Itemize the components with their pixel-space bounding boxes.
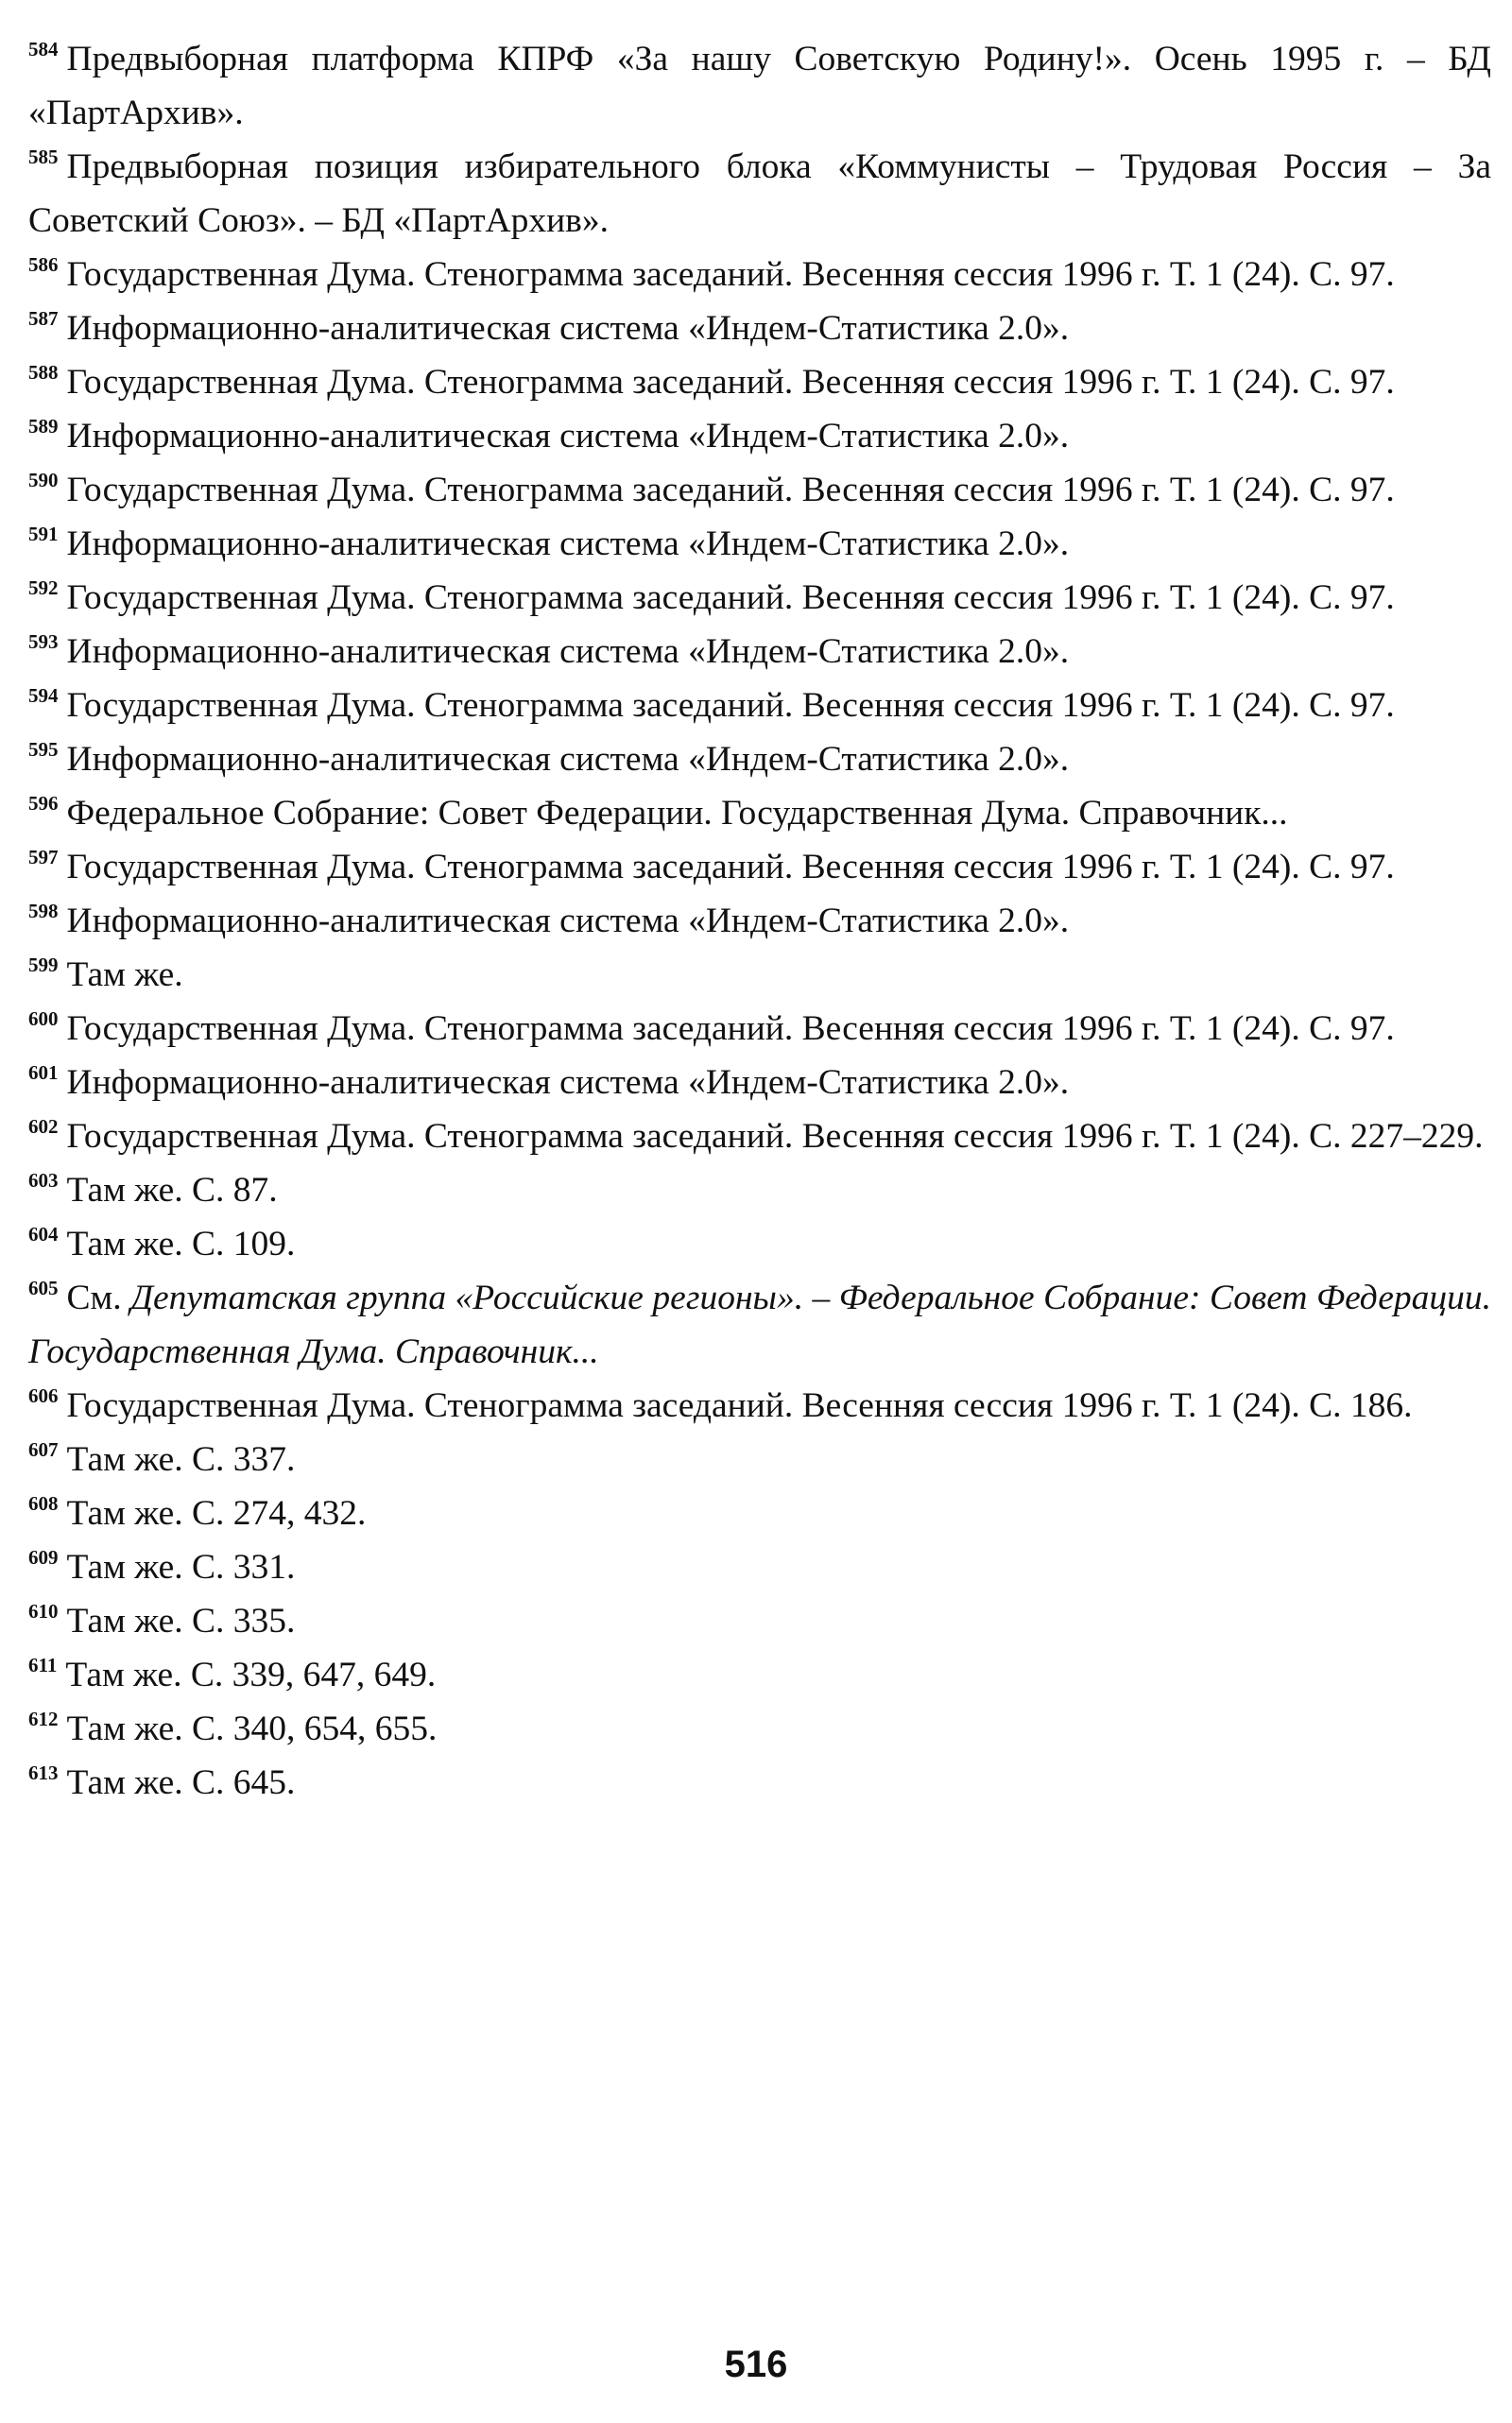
footnote: [28, 1271, 1491, 1379]
footnote-text: Информационно-аналитическая система «Индем-Статистика 2.0».: [66, 417, 1070, 455]
footnote-number: 591: [28, 523, 59, 545]
footnote-number: 589: [28, 415, 59, 438]
footnote-text: Там же. С. 335.: [66, 1602, 296, 1641]
footnote-number: 608: [28, 1492, 59, 1515]
footnote-number: 597: [28, 846, 59, 868]
footnote: [28, 840, 1491, 894]
footnotes-list: [28, 32, 1491, 1810]
footnote: [28, 1486, 1491, 1540]
footnote-number: 612: [28, 1708, 59, 1730]
footnote-number: 603: [28, 1169, 59, 1192]
footnote-text: Федеральное Собрание: Совет Федерации. Государственная Дума. Справочник...: [66, 794, 1288, 833]
footnote: [28, 517, 1491, 571]
footnote-text: Там же. С. 337.: [66, 1440, 296, 1479]
footnote-text: Там же.: [66, 955, 183, 994]
footnote: [28, 1109, 1491, 1163]
footnote-number: 611: [28, 1654, 58, 1676]
footnote-number: 593: [28, 630, 59, 653]
footnote-italic-text: Депутатская группа «Российские регионы». – Федеральное Собрание: Совет Федерации. Государственная Дума. Справочник...: [28, 1279, 1492, 1371]
footnote-text: Государственная Дума. Стенограмма заседаний. Весенняя сессия 1996 г. Т. 1 (24). С. 97.: [66, 578, 1395, 617]
footnote-number: 592: [28, 576, 59, 599]
footnote: [28, 1433, 1491, 1486]
footnote: [28, 1163, 1491, 1217]
footnote: [28, 679, 1491, 732]
footnote-text: Государственная Дума. Стенограмма заседаний. Весенняя сессия 1996 г. Т. 1 (24). С. 97.: [66, 363, 1395, 402]
footnote-number: 588: [28, 361, 59, 384]
footnote-text: Государственная Дума. Стенограмма заседаний. Весенняя сессия 1996 г. Т. 1 (24). С. 97.: [66, 471, 1395, 509]
footnote-text: Предвыборная позиция избирательного блока «Коммунисты – Трудовая Россия – За Советский Союз». – БД «ПартАрхив».: [28, 147, 1491, 240]
footnote-text: Информационно-аналитическая система «Индем-Статистика 2.0».: [66, 309, 1070, 348]
footnote-number: 613: [28, 1761, 59, 1784]
footnote-number: 609: [28, 1546, 59, 1569]
page-number: 516: [724, 2344, 788, 2385]
footnote: [28, 786, 1491, 840]
footnote-number: 590: [28, 469, 59, 491]
footnote: [28, 625, 1491, 679]
footnote-number: 595: [28, 738, 59, 761]
footnote: [28, 732, 1491, 786]
footnote: [28, 1702, 1491, 1756]
footnote-number: 610: [28, 1600, 59, 1623]
footnote: [28, 894, 1491, 948]
footnote: [28, 1002, 1491, 1056]
footnote-text: Там же. С. 340, 654, 655.: [66, 1710, 438, 1748]
footnote: [28, 32, 1491, 140]
footnote-text: См.: [66, 1279, 122, 1317]
footnote-number: 604: [28, 1223, 59, 1246]
footnote: [28, 248, 1491, 301]
footnote: [28, 1648, 1491, 1702]
footnote-number: 601: [28, 1061, 59, 1084]
footnote-text: Там же. С. 645.: [66, 1763, 296, 1802]
footnote-text: Там же. С. 339, 647, 649.: [65, 1656, 437, 1694]
footnote-number: 602: [28, 1115, 59, 1138]
footnote-number: 599: [28, 954, 59, 976]
footnote: [28, 463, 1491, 517]
footnote-text: Информационно-аналитическая система «Индем-Статистика 2.0».: [66, 524, 1070, 563]
footnote-number: 584: [28, 38, 59, 60]
footnote-number: 605: [28, 1277, 59, 1299]
footnote-number: 607: [28, 1438, 59, 1461]
footnote: [28, 140, 1491, 248]
footnote-text: Государственная Дума. Стенограмма заседаний. Весенняя сессия 1996 г. Т. 1 (24). С. 186.: [66, 1386, 1413, 1425]
footnote: [28, 948, 1491, 1002]
footnote: [28, 1594, 1491, 1648]
footnote-text: Государственная Дума. Стенограмма заседаний. Весенняя сессия 1996 г. Т. 1 (24). С. 97.: [66, 686, 1395, 725]
footnote: [28, 571, 1491, 625]
footnote-text: Информационно-аналитическая система «Индем-Статистика 2.0».: [66, 1063, 1070, 1102]
footnote-text: Там же. С. 87.: [66, 1171, 278, 1210]
footnote: [28, 1379, 1491, 1433]
footnote-number: 585: [28, 146, 59, 168]
footnote-text: Государственная Дума. Стенограмма заседаний. Весенняя сессия 1996 г. Т. 1 (24). С. 97.: [66, 1009, 1395, 1048]
footnote-number: 596: [28, 792, 59, 815]
footnote: [28, 355, 1491, 409]
footnote-text: Информационно-аналитическая система «Индем-Статистика 2.0».: [66, 902, 1070, 940]
footnote-text: Предвыборная платформа КПРФ «За нашу Советскую Родину!». Осень 1995 г. – БД «ПартАрхив».: [28, 40, 1491, 132]
footnote-text: Там же. С. 109.: [66, 1225, 296, 1263]
footnote: [28, 1756, 1491, 1810]
footnote-number: 594: [28, 684, 59, 707]
footnote-number: 586: [28, 253, 59, 276]
footnote: [28, 409, 1491, 463]
footnote-number: 606: [28, 1384, 59, 1407]
footnote-text: Информационно-аналитическая система «Индем-Статистика 2.0».: [66, 632, 1070, 671]
footnote-text: Государственная Дума. Стенограмма заседаний. Весенняя сессия 1996 г. Т. 1 (24). С. 97.: [66, 848, 1395, 886]
footnote-number: 600: [28, 1007, 59, 1030]
footnote-text: Государственная Дума. Стенограмма заседаний. Весенняя сессия 1996 г. Т. 1 (24). С. 227–229.: [66, 1117, 1484, 1156]
footnote: [28, 301, 1491, 355]
footnote: [28, 1056, 1491, 1109]
footnote: [28, 1217, 1491, 1271]
footnote-number: 587: [28, 307, 59, 330]
footnote-text: Там же. С. 331.: [66, 1548, 296, 1587]
footnote-number: 598: [28, 900, 59, 922]
footnote-text: Информационно-аналитическая система «Индем-Статистика 2.0».: [66, 740, 1070, 779]
footnote-text: Государственная Дума. Стенограмма заседаний. Весенняя сессия 1996 г. Т. 1 (24). С. 97.: [66, 255, 1395, 294]
footnote-text: Там же. С. 274, 432.: [66, 1494, 367, 1533]
footnote: [28, 1540, 1491, 1594]
